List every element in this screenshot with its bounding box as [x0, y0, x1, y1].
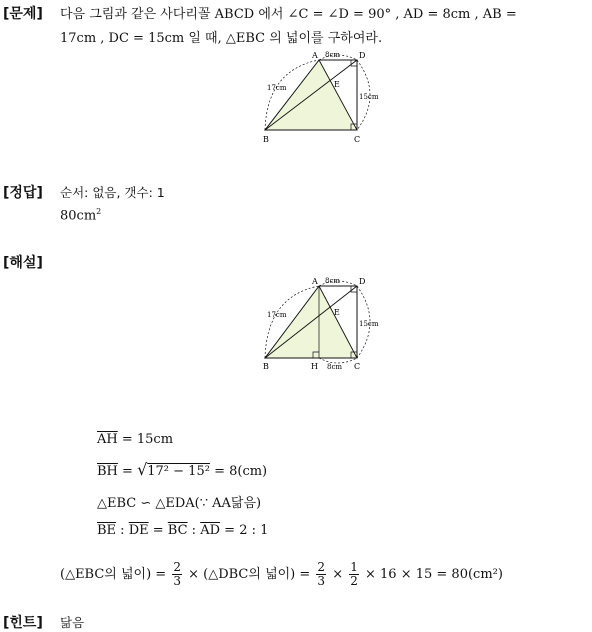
answer-label: [정답]: [3, 185, 43, 201]
label-c: C: [354, 135, 361, 144]
answer-value: $80cm^2$: [60, 207, 102, 224]
label-e: E: [334, 80, 340, 89]
label-d: D: [359, 51, 366, 60]
label-h: H: [311, 362, 318, 371]
label-hc-length: 8cm: [327, 363, 343, 371]
label-ad-length-2: 8cm: [325, 277, 341, 285]
label-dc-length: 15cm: [359, 93, 379, 101]
fraction-2-3-b: $\frac{2}{3}$: [317, 560, 326, 588]
label-b: B: [263, 135, 269, 144]
label-d-2: D: [359, 277, 366, 286]
step-bh: $\overline{BH} = √17^2 - 15^2 = 8(cm)$: [97, 460, 268, 479]
step-ratio: $\overline{BE}$ : $\overline{DE} = \overline{BC}$ : $\overline{AD} = 2$ : 1: [97, 523, 269, 538]
step-ah: $\overline{AH} = 15cm$: [97, 432, 174, 447]
fraction-2-3-a: $\frac{2}{3}$: [173, 560, 181, 588]
fraction-1-2: $\frac{1}{2}$: [350, 560, 358, 588]
step-area: (△EBC의 넓이) = $\frac{2}{3}$ × (△DBC의 넓이) = $\frac{2}{3}$ × $\frac{1}{2}$ × 16 × 15 = 80(cm²): [60, 560, 503, 588]
label-dc-length-2: 15cm: [359, 320, 379, 328]
label-c-2: C: [354, 362, 361, 371]
explanation-figure: [255, 272, 395, 374]
problem-label: [문제]: [3, 6, 43, 22]
answer-line-1: 순서: 없음, 갯수: 1: [60, 185, 165, 200]
label-ad-length: 8cm: [325, 51, 341, 59]
problem-line-1: 다음 그림과 같은 사다리꼴 ABCD 에서 ∠C = ∠D = 90° , AD = 8cm , AB =: [60, 7, 517, 22]
hint-label: [힌트]: [3, 615, 43, 631]
label-b-2: B: [263, 362, 269, 371]
label-a-2: A: [312, 277, 318, 286]
label-ab-length: 17cm: [267, 84, 287, 92]
trapezoid-figure: [255, 48, 395, 148]
explanation-label: [해설]: [3, 255, 43, 271]
step-similar: △EBC ∽ △EDA(∵ AA닮음): [97, 496, 262, 511]
label-a: A: [312, 51, 318, 60]
label-e-2: E: [334, 308, 340, 317]
problem-line-2: 17cm , DC = 15cm 일 때, △EBC 의 넓이를 구하여라.: [60, 31, 383, 46]
hint-text: 닮음: [60, 615, 85, 630]
label-ab-length-2: 17cm: [267, 311, 287, 319]
